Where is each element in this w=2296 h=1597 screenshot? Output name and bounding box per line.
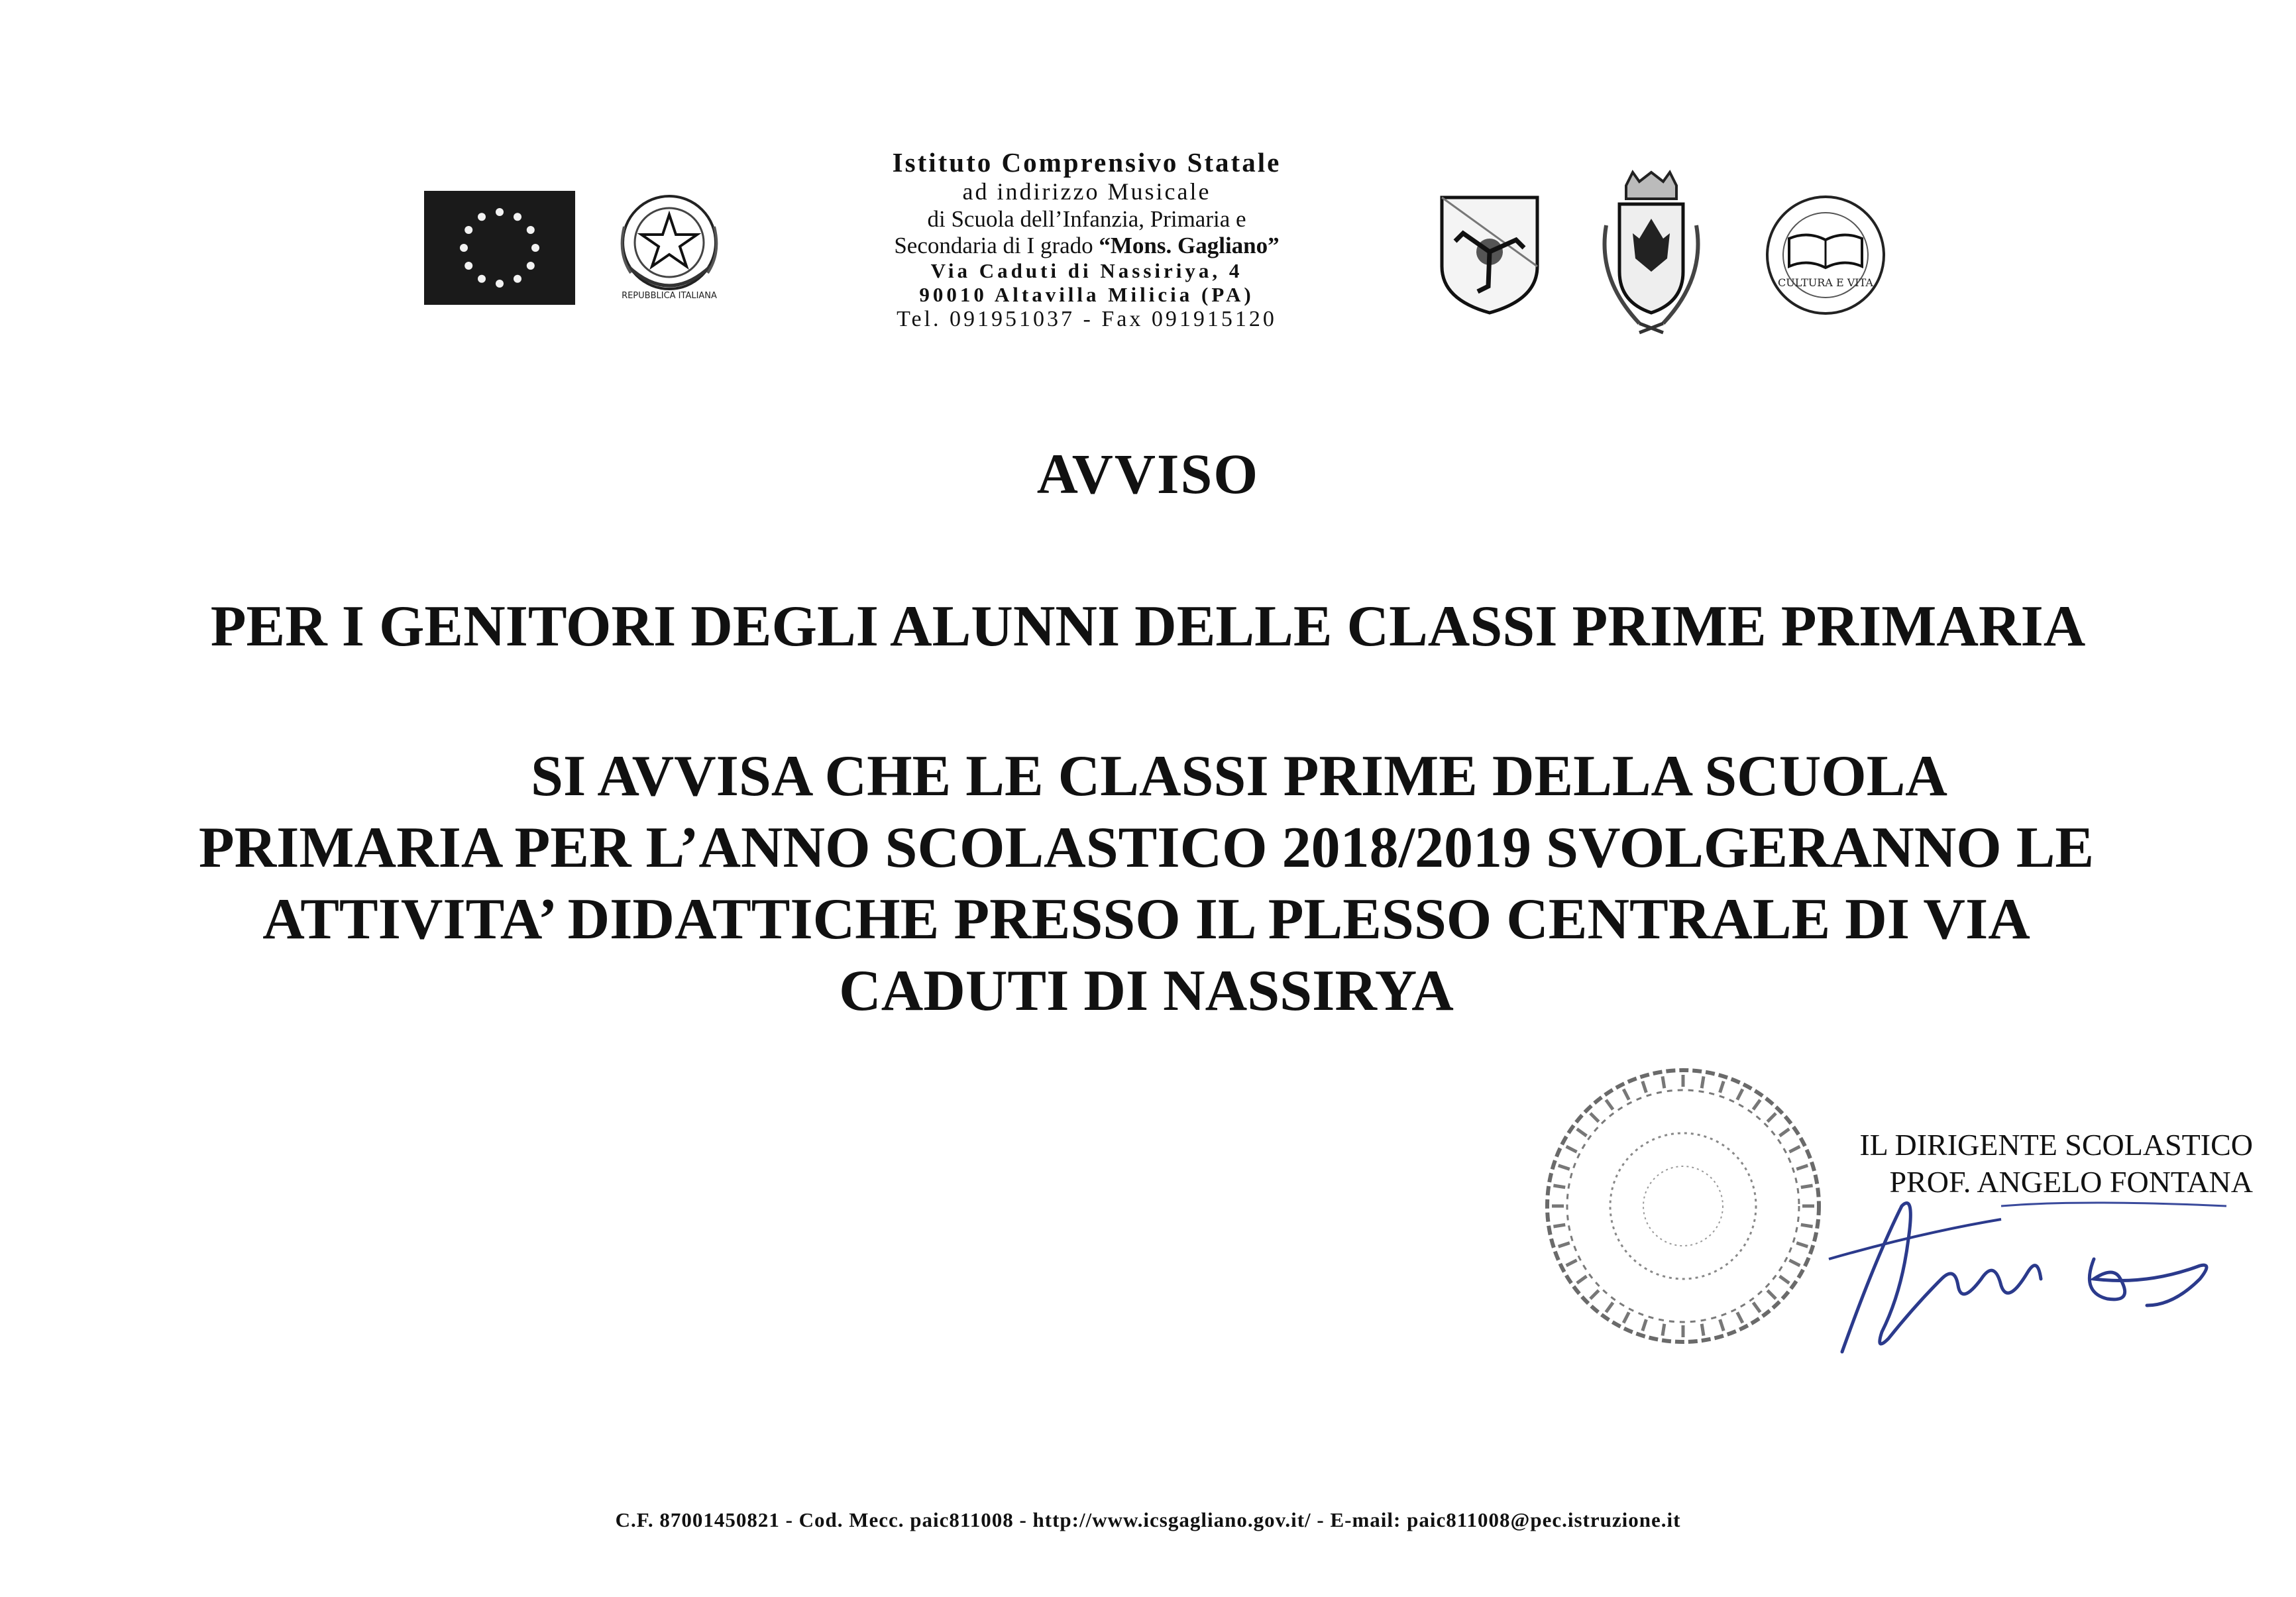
stamp-tick [1663,1076,1665,1088]
stamp-tick [1577,1129,1587,1136]
institute-title-name: “Mons. Gagliano” [1099,232,1280,258]
stamp-tick [1553,1185,1565,1187]
footer-contacts: C.F. 87001450821 - Cod. Mecc. paic811008 - http://www.icsgagliano.gov.it/ - E-mail: paic811008@pec.istruzione.it [615,1508,1681,1531]
institute-orientation: ad indirizzo Musicale [962,178,1211,205]
altavilla-coat-of-arms-icon [1593,172,1710,338]
stamp-tick [1789,1146,1800,1152]
institute-header [782,147,1392,332]
institute-levels: di Scuola dell’Infanzia, Primaria e [927,205,1246,232]
stamp-tick [1753,1100,1761,1110]
eu-star-icon [527,262,535,270]
school-logo-icon [1763,192,1888,318]
stamp-tick [1663,1324,1665,1336]
eu-star-icon [460,244,468,252]
institute-levels-secondary [782,233,1392,259]
institute-city: 90010 Altavilla Milicia (PA) [919,282,1254,306]
sicily-coat-of-arms-icon [1437,193,1543,315]
eu-star-icon [465,226,472,234]
notice-body-line-1: SI AVVISA CHE LE CLASSI PRIME DELLA SCUOLA [531,744,1947,808]
stamp-tick [1737,1312,1743,1323]
notice-body-line-2: PRIMARIA PER L’ANNO SCOLASTICO 2018/2019 SVOLGERANNO LE [198,816,2095,880]
school-stamp-icon [1537,1060,1829,1352]
stamp-tick [1780,1129,1790,1136]
stamp-tick [1590,1290,1599,1299]
eu-star-icon [478,213,486,221]
stamp-tick [1643,1319,1647,1331]
stamp-tick [1553,1225,1565,1227]
stamp-tick [1702,1076,1704,1088]
stamp-tick [1606,1100,1613,1110]
stamp-tick [1720,1319,1724,1331]
school-logo-label: CULTURA E VITA [1778,276,1873,289]
stamp-tick [1702,1324,1704,1336]
stamp-tick [1558,1166,1570,1170]
eu-star-icon [478,275,486,283]
stamp-tick [1577,1276,1587,1284]
eu-star-icon [496,208,504,216]
eu-star-icon [496,280,504,288]
stamp-tick [1737,1089,1743,1100]
stamp-tick [1720,1081,1724,1093]
eu-star-icon [531,244,539,252]
italy-emblem-label: REPUBBLICA ITALIANA [622,291,717,301]
notice-body-line-4: CADUTI DI NASSIRYA [839,959,1454,1023]
eu-star-icon [465,262,472,270]
italy-emblem-icon [604,187,734,303]
notice-subtitle: PER I GENITORI DEGLI ALUNNI DELLE CLASSI PRIME PRIMARIA [210,594,2086,659]
institute-address: Via Caduti di Nassiriya, 4 [930,259,1243,283]
notice-title: AVVISO [1036,442,1260,506]
signer-role: IL DIRIGENTE SCOLASTICO [1859,1128,2253,1162]
institute-levels-secondary-text: Secondaria di I grado [894,232,1099,258]
stamp-tick [1753,1303,1761,1313]
stamp-tick [1767,1290,1776,1299]
eu-flag-icon [424,191,575,305]
notice-body-line-3: ATTIVITA’ DIDATTICHE PRESSO IL PLESSO CENTRALE DI VIA [262,887,2030,952]
stamp-tick [1623,1312,1629,1323]
eu-star-icon [514,213,521,221]
eu-star-icon [514,275,521,283]
institute-phone-fax: Tel. 091951037 - Fax 091915120 [897,307,1277,332]
institute-name: Istituto Comprensivo Statale [892,147,1282,178]
stamp-tick [1780,1276,1790,1284]
stamp-tick [1789,1260,1800,1266]
stamp-tick [1643,1081,1647,1093]
stamp-tick [1590,1113,1599,1122]
stamp-tick [1566,1146,1577,1152]
handwritten-signature-icon [1802,1180,2226,1378]
stamp-tick [1558,1243,1570,1247]
stamp-tick [1606,1303,1613,1313]
stamp-tick [1767,1113,1776,1122]
signer-name: PROF. ANGELO FONTANA [1889,1165,2253,1199]
notice-body [60,741,2233,1027]
stamp-tick [1566,1260,1577,1266]
stamp-tick [1623,1089,1629,1100]
eu-star-icon [527,226,535,234]
eu-flag-graphic [424,191,575,305]
